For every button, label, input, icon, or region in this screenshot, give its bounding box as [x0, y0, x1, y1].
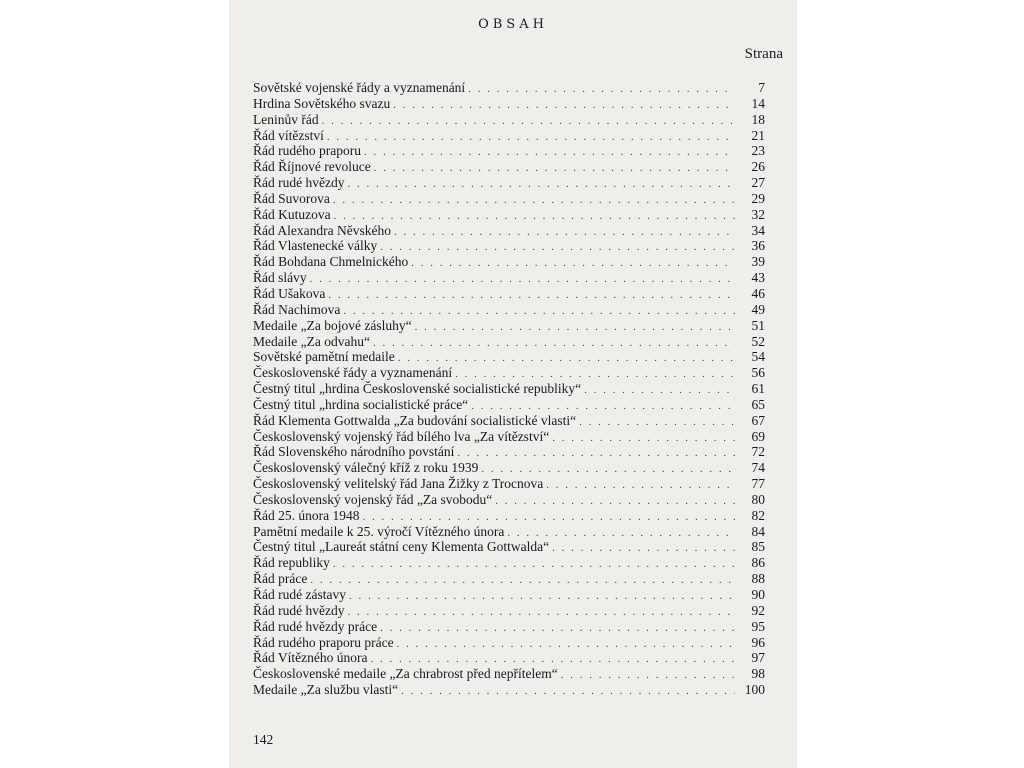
toc-entry-page: 14	[751, 95, 765, 111]
toc-entry-page: 43	[751, 270, 765, 286]
toc-entry-page: 34	[751, 222, 765, 238]
toc-entry-title: Řád rudého praporu	[253, 143, 361, 159]
toc-entry-page: 23	[751, 143, 765, 159]
toc-entry	[253, 302, 765, 318]
toc-entry-title: Řád rudé hvězdy	[253, 602, 345, 618]
page-title: OBSAH	[478, 17, 548, 32]
toc-entry	[253, 128, 765, 144]
dot-leader	[411, 256, 735, 272]
dot-leader	[394, 225, 735, 241]
dot-leader	[334, 209, 735, 225]
toc-entry	[253, 207, 765, 223]
toc-entry-page: 85	[751, 539, 765, 555]
toc-entry	[253, 349, 765, 365]
toc-entry	[253, 365, 765, 381]
toc-entry-title: Československé medaile „Za chrabrost před nepřítelem“	[253, 666, 558, 682]
toc-entry-title: Řád Kutuzova	[253, 206, 331, 222]
toc-entry	[253, 650, 765, 666]
toc-entry-page: 26	[751, 159, 765, 175]
toc-entry-title: Sovětské pamětní medaile	[253, 349, 395, 365]
dot-leader	[347, 605, 735, 621]
toc-entry-page: 61	[751, 381, 765, 397]
dot-leader	[561, 668, 735, 684]
toc-entry-page: 98	[751, 666, 765, 682]
dot-leader	[552, 431, 735, 447]
toc-entry-title: Československý vojenský řád „Za svobodu“	[253, 491, 493, 507]
toc-entry-page: 95	[751, 618, 765, 634]
toc-entry	[253, 143, 765, 159]
toc-entry	[253, 508, 765, 524]
dot-leader	[322, 114, 735, 130]
toc-entry-title: Československé řády a vyznamenání	[253, 365, 453, 381]
toc-entry-title: Pamětní medaile k 25. výročí Vítězného února	[253, 523, 505, 539]
toc-entry-page: 49	[751, 301, 765, 317]
dot-leader	[310, 272, 735, 288]
toc-entry-title: Řád Suvorova	[253, 190, 330, 206]
toc-entry	[253, 603, 765, 619]
toc-entry-page: 100	[744, 682, 765, 698]
dot-leader	[327, 130, 735, 146]
toc-entry	[253, 429, 765, 445]
toc-entry-page: 32	[751, 206, 765, 222]
toc-entry	[253, 318, 765, 334]
toc-entry	[253, 223, 765, 239]
toc-entry-page: 56	[751, 365, 765, 381]
toc-entry	[253, 413, 765, 429]
dot-leader	[310, 573, 735, 589]
toc-entry-title: Medaile „Za službu vlasti“	[253, 682, 399, 698]
toc-entry	[253, 286, 765, 302]
toc-entry-page: 82	[751, 507, 765, 523]
toc-entry-title: Řád Bohdana Chmelnického	[253, 254, 409, 270]
table-of-contents	[253, 80, 765, 698]
toc-entry	[253, 492, 765, 508]
toc-entry-page: 46	[751, 285, 765, 301]
toc-entry	[253, 682, 765, 698]
toc-entry-title: Leninův řád	[253, 111, 319, 127]
toc-entry-title: Řád rudého praporu práce	[253, 634, 394, 650]
toc-entry-title: Řád Alexandra Něvského	[253, 222, 391, 238]
toc-entry-page: 77	[751, 476, 765, 492]
toc-entry-page: 97	[751, 650, 765, 666]
toc-entry	[253, 666, 765, 682]
toc-entry-title: Československý vojenský řád bílého lva „Za vítězství“	[253, 428, 550, 444]
toc-entry-page: 27	[751, 175, 765, 191]
dot-leader	[468, 82, 735, 98]
dot-leader	[364, 145, 735, 161]
toc-entry	[253, 460, 765, 476]
toc-entry	[253, 381, 765, 397]
dot-leader	[333, 193, 735, 209]
dot-leader	[552, 541, 735, 557]
toc-entry-page: 7	[758, 80, 765, 95]
toc-entry-page: 39	[751, 254, 765, 270]
toc-entry-title: Československý velitelský řád Jana Žižky z Trocnova	[253, 476, 544, 492]
toc-entry-page: 96	[751, 634, 765, 650]
toc-entry	[253, 444, 765, 460]
dot-leader	[415, 320, 735, 336]
toc-entry-page: 36	[751, 238, 765, 254]
toc-entry-page: 88	[751, 571, 765, 587]
dot-leader	[373, 336, 735, 352]
book-page	[229, 0, 797, 768]
toc-entry-page: 51	[751, 317, 765, 333]
dot-leader	[380, 621, 735, 637]
toc-entry	[253, 635, 765, 651]
toc-entry-page: 18	[751, 111, 765, 127]
toc-entry	[253, 159, 765, 175]
toc-entry-title: Řád vítězství	[253, 127, 324, 143]
toc-entry-title: Řád Slovenského národního povstání	[253, 444, 455, 460]
toc-entry-page: 67	[751, 412, 765, 428]
toc-entry-title: Medaile „Za bojové zásluhy“	[253, 317, 412, 333]
toc-entry-title: Řád Říjnové revoluce	[253, 159, 371, 175]
toc-entry-title: Řád Ušakova	[253, 285, 326, 301]
toc-entry	[253, 175, 765, 191]
dot-leader	[495, 494, 735, 510]
toc-entry-page: 65	[751, 396, 765, 412]
toc-entry-page: 72	[751, 444, 765, 460]
toc-entry-page: 92	[751, 602, 765, 618]
dot-leader	[393, 98, 735, 114]
toc-entry	[253, 619, 765, 635]
toc-entry-title: Řád Vítězného února	[253, 650, 368, 666]
toc-entry-title: Čestný titul „hrdina Československé socialistické republiky“	[253, 381, 582, 397]
dot-leader	[457, 446, 735, 462]
toc-entry	[253, 254, 765, 270]
toc-entry	[253, 270, 765, 286]
toc-entry	[253, 587, 765, 603]
toc-entry-title: Řád republiky	[253, 555, 330, 571]
toc-entry	[253, 571, 765, 587]
toc-entry-page: 69	[751, 428, 765, 444]
toc-entry-title: Sovětské vojenské řády a vyznamenání	[253, 80, 466, 95]
dot-leader	[349, 589, 735, 605]
page-column-label: Strana	[744, 46, 783, 62]
toc-entry-page: 86	[751, 555, 765, 571]
page-number: 142	[253, 732, 274, 747]
toc-entry-title: Řád slávy	[253, 270, 307, 286]
toc-entry-page: 54	[751, 349, 765, 365]
toc-entry-page: 52	[751, 333, 765, 349]
toc-entry-page: 84	[751, 523, 765, 539]
toc-entry-page: 80	[751, 491, 765, 507]
toc-entry	[253, 524, 765, 540]
dot-leader	[397, 637, 735, 653]
dot-leader	[584, 383, 735, 399]
dot-leader	[374, 161, 735, 177]
toc-entry-title: Řád Vlastenecké války	[253, 238, 378, 254]
dot-leader	[579, 415, 735, 431]
toc-entry	[253, 96, 765, 112]
toc-entry-page: 90	[751, 587, 765, 602]
dot-leader	[546, 478, 735, 494]
dot-leader	[401, 684, 735, 700]
toc-entry	[253, 191, 765, 207]
toc-entry-page: 21	[751, 127, 765, 143]
toc-entry	[253, 539, 765, 555]
dot-leader	[347, 177, 735, 193]
dot-leader	[333, 557, 735, 573]
toc-entry-title: Čestný titul „Laureát státní ceny Klementa Gottwalda“	[253, 539, 550, 555]
toc-entry-title: Řád 25. února 1948	[253, 507, 360, 523]
toc-entry-title: Medaile „Za odvahu“	[253, 333, 370, 349]
toc-entry-title: Hrdina Sovětského svazu	[253, 95, 391, 111]
toc-entry-title: Řád práce	[253, 571, 308, 587]
toc-entry-title: Řád Nachimova	[253, 301, 341, 317]
toc-entry-title: Řád rudé hvězdy	[253, 175, 345, 191]
toc-entry	[253, 238, 765, 254]
dot-leader	[328, 288, 735, 304]
toc-entry-title: Čestný titul „hrdina socialistické práce“	[253, 396, 469, 412]
dot-leader	[380, 240, 735, 256]
toc-entry-title: Řád rudé hvězdy práce	[253, 618, 378, 634]
toc-entry-title: Řád rudé zástavy	[253, 587, 346, 602]
toc-entry	[253, 334, 765, 350]
toc-entry	[253, 80, 765, 96]
toc-entry-page: 74	[751, 460, 765, 476]
toc-entry-title: Řád Klementa Gottwalda „Za budování socialistické vlasti“	[253, 412, 577, 428]
toc-entry-title: Československý válečný kříž z roku 1939	[253, 460, 479, 476]
toc-entry-page: 29	[751, 190, 765, 206]
toc-entry	[253, 397, 765, 413]
toc-entry	[253, 555, 765, 571]
toc-entry	[253, 476, 765, 492]
toc-entry	[253, 112, 765, 128]
